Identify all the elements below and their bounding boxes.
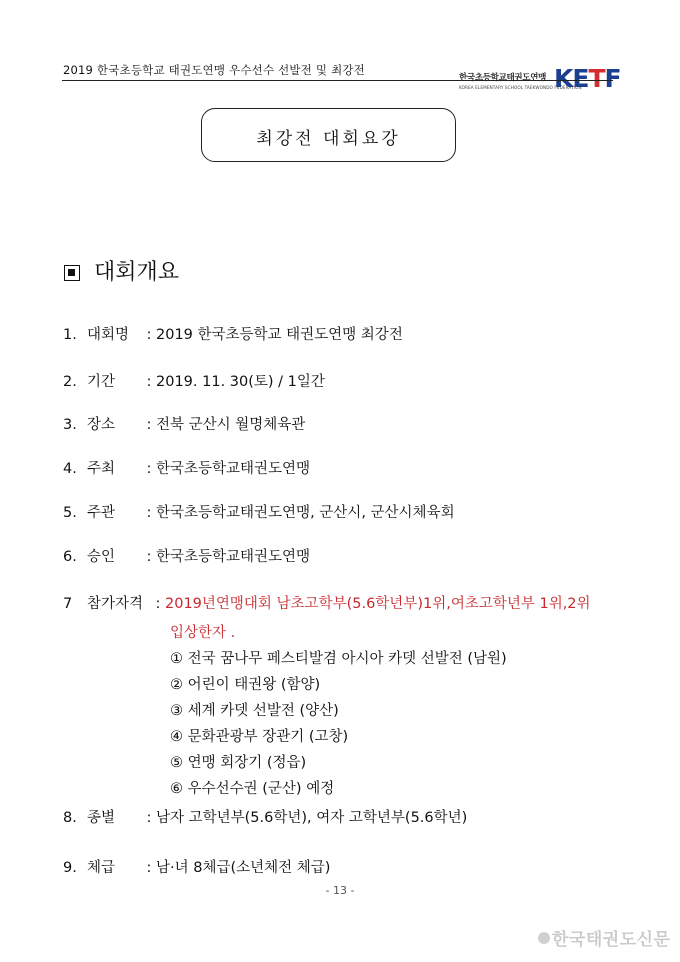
logo-mark-ke: KE bbox=[554, 64, 589, 93]
item-value: 2019. 11. 30(토) / 1일간 bbox=[156, 374, 325, 390]
logo-korean-name: 한국초등학교태권도연맹 bbox=[459, 73, 547, 83]
logo-english-name: KOREA ELEMENTARY SCHOOL TAEKWONDO FEDERATION bbox=[459, 85, 582, 90]
list-item bbox=[63, 413, 305, 434]
item-number: 7 bbox=[63, 596, 73, 612]
colon: : bbox=[146, 461, 152, 477]
watermark-logo-icon bbox=[538, 932, 550, 944]
item-number: 1. bbox=[63, 327, 77, 343]
item-label: 참가자격 bbox=[87, 596, 144, 612]
event-item: ⑤ 연맹 회장기 (정읍) bbox=[170, 755, 307, 771]
event-item: ⑥ 우수선수권 (군산) 예정 bbox=[170, 781, 335, 797]
list-item bbox=[63, 501, 455, 522]
item-number: 5. bbox=[63, 505, 77, 521]
item-number: 6. bbox=[63, 549, 77, 565]
item-label: 대회명 bbox=[87, 327, 130, 343]
list-item bbox=[63, 545, 310, 566]
logo-mark-f: F bbox=[604, 64, 621, 93]
page-number: - 13 - bbox=[325, 884, 355, 897]
colon: : bbox=[146, 549, 152, 565]
list-item bbox=[63, 806, 467, 827]
event-item: ② 어린이 태권왕 (함양) bbox=[170, 677, 321, 693]
item-value: 한국초등학교태권도연맹, 군산시, 군산시체육회 bbox=[156, 505, 455, 521]
item-value: 2019 한국초등학교 태권도연맹 최강전 bbox=[156, 327, 403, 343]
qualification-item bbox=[63, 592, 591, 613]
watermark-text: 한국태권도신문 bbox=[552, 930, 671, 950]
item-label: 체급 bbox=[87, 860, 116, 876]
item-number: 4. bbox=[63, 461, 77, 477]
title-box bbox=[201, 108, 456, 162]
item-label: 기간 bbox=[87, 374, 116, 390]
event-item: ③ 세계 카뎃 선발전 (양산) bbox=[170, 703, 339, 719]
section-heading bbox=[64, 255, 179, 286]
item-label: 종별 bbox=[87, 810, 116, 826]
colon: : bbox=[146, 810, 152, 826]
colon: : bbox=[146, 860, 152, 876]
qualification-text-cont: 입상한자 . bbox=[170, 625, 236, 641]
document-title: 최강전 대회요강 bbox=[256, 129, 401, 149]
item-number: 8. bbox=[63, 810, 77, 826]
list-item bbox=[63, 856, 330, 877]
item-number: 2. bbox=[63, 374, 77, 390]
square-bullet-icon bbox=[64, 265, 80, 281]
item-value: 한국초등학교태권도연맹 bbox=[156, 461, 311, 477]
list-item bbox=[63, 370, 325, 391]
item-label: 장소 bbox=[87, 417, 116, 433]
event-item: ① 전국 꿈나무 페스티발겸 아시아 카뎃 선발전 (남원) bbox=[170, 651, 507, 667]
event-item: ④ 문화관광부 장관기 (고창) bbox=[170, 729, 349, 745]
item-number: 3. bbox=[63, 417, 77, 433]
logo-mark-t: T bbox=[588, 64, 605, 93]
item-label: 주관 bbox=[87, 505, 116, 521]
header-divider bbox=[62, 80, 613, 81]
logo-mark bbox=[554, 64, 621, 93]
federation-logo bbox=[459, 64, 621, 96]
section-title: 대회개요 bbox=[94, 260, 180, 285]
item-label: 승인 bbox=[87, 549, 116, 565]
qualification-text: 2019년연맹대회 남초고학부(5.6학년부)1위,여초고학년부 1위,2위 bbox=[165, 596, 591, 612]
list-item bbox=[63, 457, 310, 478]
item-value: 남자 고학년부(5.6학년), 여자 고학년부(5.6학년) bbox=[156, 810, 468, 826]
watermark bbox=[538, 925, 670, 950]
item-number: 9. bbox=[63, 860, 77, 876]
item-value: 남·녀 8체급(소년체전 체급) bbox=[156, 860, 331, 876]
header-title: 2019 한국초등학교 태권도연맹 우수선수 선발전 및 최강전 bbox=[63, 63, 365, 77]
colon: : bbox=[146, 505, 152, 521]
item-value: 전북 군산시 월명체육관 bbox=[156, 417, 306, 433]
colon: : bbox=[146, 417, 152, 433]
colon: : bbox=[146, 327, 152, 343]
colon: : bbox=[146, 374, 152, 390]
item-value: 한국초등학교태권도연맹 bbox=[156, 549, 311, 565]
colon: : bbox=[155, 596, 161, 612]
list-item bbox=[63, 323, 403, 344]
item-label: 주최 bbox=[87, 461, 116, 477]
